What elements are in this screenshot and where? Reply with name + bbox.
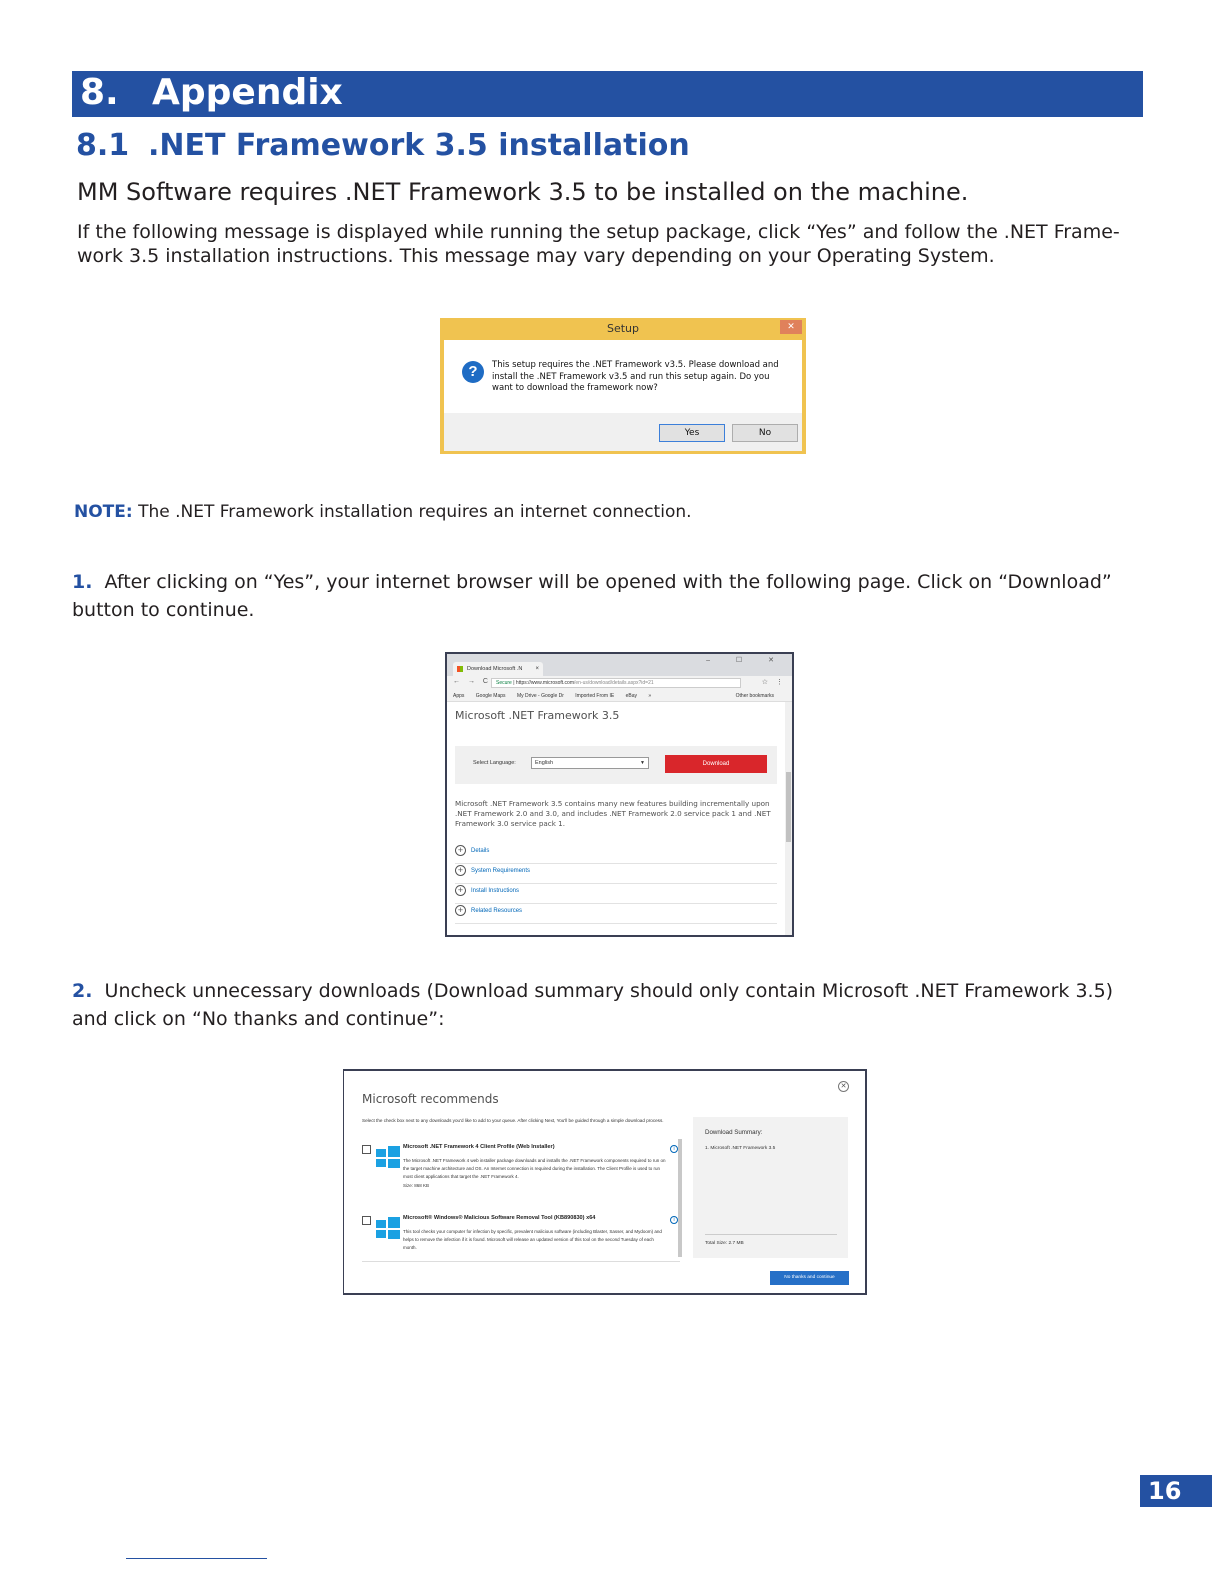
chevron-down-icon: ▼ [640,760,645,766]
chapter-title: Appendix [152,72,343,113]
setup-dialog-message: This setup requires the .NET Framework v3.5. Please download and install the .NET Framework v3.5 and run this setup again. Do you want to download the framework now? [492,360,779,393]
note [74,502,692,522]
windows-logo-icon [376,1146,400,1168]
no-button[interactable]: No [732,424,798,442]
yes-button[interactable]: Yes [659,424,725,442]
windows-logo-icon [376,1217,400,1239]
bookmark-google-maps[interactable]: Google Maps [475,693,506,699]
language-select[interactable] [531,757,649,769]
expand-icon: + [455,905,466,916]
section-title: .NET Framework 3.5 installation [148,128,690,163]
close-icon[interactable]: ✕ [838,1081,849,1092]
bookmarks-bar [447,690,792,702]
lead-paragraph: MM Software requires .NET Framework 3.5 to be installed on the machine. [77,178,969,206]
framework-description: Microsoft .NET Framework 3.5 contains many new features building incrementally upon .NET Framework 2.0 and 3.0, and includes .NET Framework 2.0 service pack 1 and .NET Framework 3.0 service pack 1. [455,799,771,828]
page-scrollbar[interactable] [785,702,792,935]
secure-label: Secure [496,680,512,686]
item-text: The Microsoft .NET Framework 4 web installer package downloads and installs the .NET Framework components required to run on the target machine architecture and OS. An Internet connection is required during the installation. The Client Profile is used to run most client applications that target the .NET Framework 4. [403,1158,666,1180]
setup-dialog-titlebar [442,320,804,338]
language-panel [455,746,777,784]
setup-dialog-footer [444,413,802,451]
list-scrollbar[interactable] [678,1139,682,1257]
bookmark-apps[interactable]: Apps [453,693,465,699]
url-path: /en-us/download/details.aspx?id=21 [574,680,654,686]
step-1 [72,568,1132,624]
tab-close-icon[interactable]: × [535,666,539,672]
language-label: Select Language: [473,760,516,766]
recommends-intro: Select the check box next to any downloads you'd like to add to your queue. After clicking Next, You'll be guided through a simple download process. [362,1118,664,1123]
url-host: https://www.microsoft.com [515,680,574,686]
browser-tab-strip [447,654,792,676]
page-number: 16 [1140,1475,1212,1507]
item-checkbox[interactable] [362,1216,371,1225]
note-text: The .NET Framework installation requires an internet connection. [132,502,692,522]
item-description: This tool checks your computer for infection by specific, prevalent malicious software (including Blaster, Sasser, and Mydoom) and helps to remove the infection if it is found. Microsoft will release an updated version of this tool on the second Tuesday of each month. [403,1229,662,1251]
section-number: 8.1 [76,128,130,163]
chapter-header [72,71,1143,117]
section-system-requirements[interactable] [455,864,777,884]
browser-tab-title: Download Microsoft .N [467,666,523,672]
summary-item: 1. Microsoft .NET Framework 3.5 [705,1146,776,1151]
recommends-title: Microsoft recommends [362,1092,499,1106]
expand-icon: + [455,885,466,896]
intro-paragraph: If the following message is displayed while running the setup package, click “Yes” and follow the .NET Frame-work 3.5 installation instructions. This message may vary depending on your Operating System. [77,221,1120,267]
info-icon[interactable]: i [670,1145,678,1153]
no-thanks-continue-button[interactable]: No thanks and continue [770,1271,849,1285]
section-install-instructions[interactable] [455,884,777,904]
recommends-dialog-screenshot [343,1069,867,1295]
summary-heading: Download Summary: [705,1129,763,1136]
section-details[interactable] [455,844,777,864]
download-button[interactable]: Download [665,755,767,773]
item-description [403,1157,667,1190]
download-page-title: Microsoft .NET Framework 3.5 [455,709,620,722]
step-1-text: After clicking on “Yes”, your internet browser will be opened with the following page. Click on “Download” button to continue. [72,571,1112,621]
bookmark-imported-from-ie[interactable]: Imported From IE [575,693,615,699]
section-label: Install Instructions [471,888,520,894]
step-2 [72,977,1132,1033]
chapter-number: 8. [80,72,119,113]
browser-tools-icons[interactable]: ☆ ⋮ [761,679,786,686]
setup-dialog-body [444,340,802,413]
download-summary [693,1117,848,1258]
setup-dialog-title: Setup [606,322,640,335]
section-label: Related Resources [471,908,523,914]
info-icon[interactable]: i [670,1216,678,1224]
close-icon[interactable]: ✕ [780,320,802,334]
section-label: Details [471,848,490,854]
navigation-icons[interactable]: ← → C [453,678,491,685]
footer-line [126,1558,267,1559]
browser-tab[interactable] [453,662,543,676]
scrollbar-thumb[interactable] [786,772,791,842]
browser-address-bar [447,676,792,690]
summary-total-size: Total Size: 2.7 MB [705,1241,744,1246]
bookmarks-more[interactable]: » [648,693,652,699]
section-label: System Requirements [471,868,531,874]
other-bookmarks[interactable]: Other bookmarks [735,693,774,699]
section-heading [76,128,690,163]
item-checkbox[interactable] [362,1145,371,1154]
expand-icon: + [455,865,466,876]
item-title: Microsoft® Windows® Malicious Software Removal Tool (KB890830) x64 [403,1215,596,1221]
item-title: Microsoft .NET Framework 4 Client Profile (Web Installer) [403,1144,555,1150]
step-2-number: 2. [72,980,93,1002]
section-related-resources[interactable] [455,904,777,924]
setup-dialog-screenshot [440,318,806,454]
question-icon: ? [462,361,484,383]
bookmark-ebay[interactable]: eBay [625,693,637,699]
divider [705,1234,837,1235]
window-controls-icon[interactable]: – ☐ ✕ [706,657,786,664]
step-1-number: 1. [72,571,93,593]
expand-icon: + [455,845,466,856]
item-size: Size: 868 KB [403,1182,430,1188]
language-value: English [535,760,554,766]
microsoft-logo-icon [457,666,463,672]
note-label: NOTE: [74,502,133,522]
url-input[interactable]: Secure | https://www.microsoft.com/en-us/download/details.aspx?id=21 [491,678,741,688]
divider [362,1261,680,1262]
step-2-text: Uncheck unnecessary downloads (Download summary should only contain Microsoft .NET Framework 3.5) and click on “No thanks and continue”: [72,980,1114,1030]
browser-screenshot [445,652,794,937]
bookmark-my-drive[interactable]: My Drive - Google Dr [516,693,564,699]
